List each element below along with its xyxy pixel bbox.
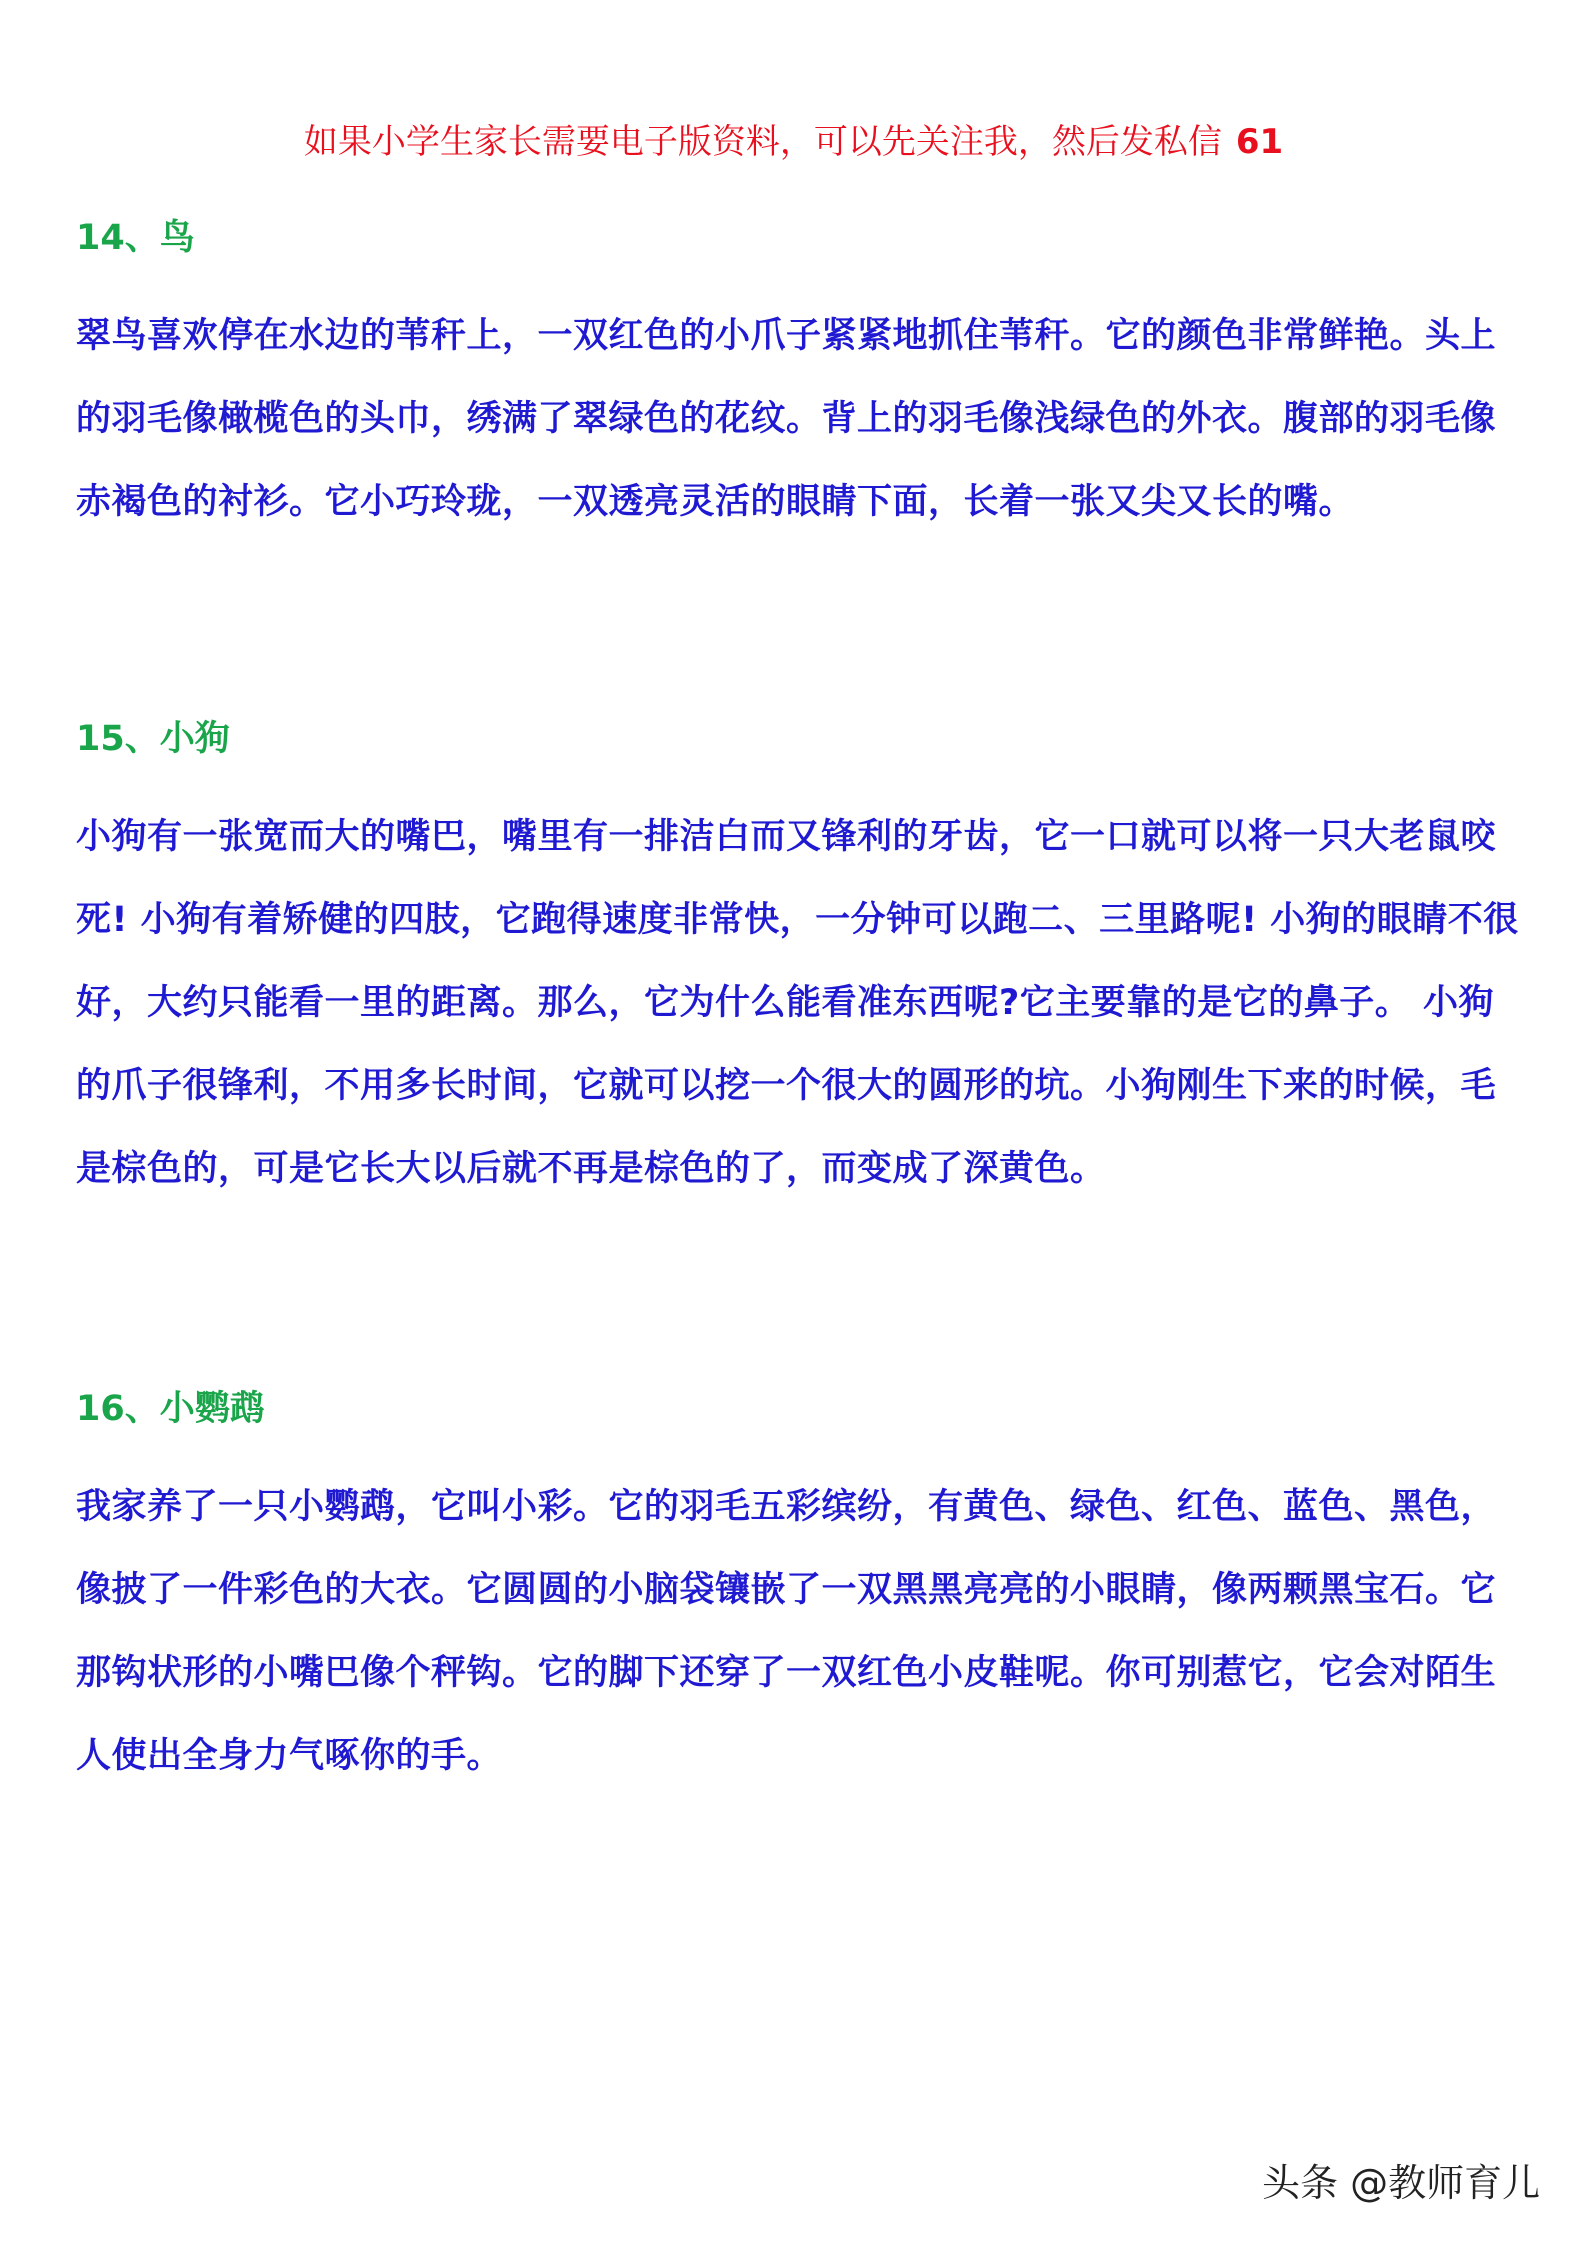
section-title: 16、小鹦鹉 — [76, 1389, 265, 1429]
section-title: 14、鸟 — [76, 218, 195, 258]
section-body: 小狗有一张宽而大的嘴巴，嘴里有一排洁白而又锋利的牙齿，它一口就可以将一只大老鼠咬死! 小狗有着矫健的四肢，它跑得速度非常快，一分钟可以跑二、三里路呢! 小狗的眼睛不很好，大约只能看一里的距离。那么，它为什么能看准东西呢?它主要靠的是它的鼻子。 小狗的爪子很锋利，不用多长时间，它就可以挖一个很大的圆形的坑。小狗刚生下来的时候，毛是棕色的，可是它长大以后就不再是棕色的了，而变成了深黄色。 — [76, 817, 1519, 1189]
watermark: 头条 @教师育儿 — [1262, 2161, 1541, 2205]
section-parrot — [76, 1384, 1526, 1798]
section-body: 翠鸟喜欢停在水边的苇秆上，一双红色的小爪子紧紧地抓住苇秆。它的颜色非常鲜艳。头上的羽毛像橄榄色的头巾，绣满了翠绿色的花纹。背上的羽毛像浅绿色的外衣。腹部的羽毛像赤褐色的衬衫。它小巧玲珑，一双透亮灵活的眼睛下面，长着一张又尖又长的嘴。 — [76, 316, 1497, 522]
section-puppy — [76, 714, 1526, 1211]
section-body: 我家养了一只小鹦鹉，它叫小彩。它的羽毛五彩缤纷，有黄色、绿色、红色、蓝色、黑色，像披了一件彩色的大衣。它圆圆的小脑袋镶嵌了一双黑黑亮亮的小眼睛，像两颗黑宝石。它那钩状形的小嘴巴像个秤钩。它的脚下还穿了一双红色小皮鞋呢。你可别惹它，它会对陌生人使出全身力气啄你的手。 — [76, 1487, 1497, 1776]
section-bird — [76, 213, 1526, 544]
section-title: 15、小狗 — [76, 719, 230, 759]
header-note — [0, 118, 1587, 166]
page-number: 61 — [1235, 122, 1284, 162]
header-note-text: 如果小学生家长需要电子版资料，可以先关注我，然后发私信 — [303, 122, 1222, 162]
